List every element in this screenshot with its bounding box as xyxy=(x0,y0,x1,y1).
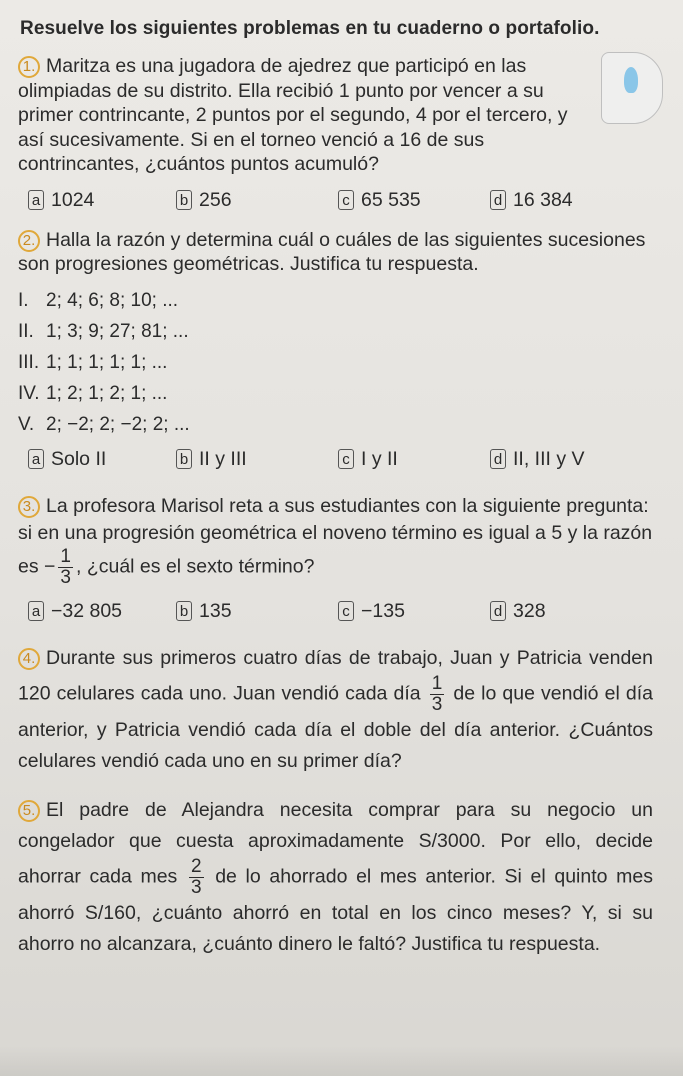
option-letter: c xyxy=(338,190,354,210)
option-d[interactable] xyxy=(490,600,546,623)
problem-text: La profesora Marisol reta a sus estudiantes con la siguiente pregunta: si en una progresión geométrica el noveno término es igual a 5 y la razón es xyxy=(18,494,653,578)
fraction: $\frac{1}{3}$ xyxy=(60,545,71,588)
problem-number: 5. xyxy=(18,800,40,822)
sequence-list xyxy=(18,285,653,440)
option-a[interactable] xyxy=(28,600,176,623)
option-text: −32 805 xyxy=(51,599,123,622)
fraction-sign: − xyxy=(44,555,56,578)
problem-text: El padre de Alejandra necesita comprar para su negocio un congelador que cuesta aproximadamente S/3000. Por ello, decide ahorrar cada mes xyxy=(18,798,653,888)
problem-3 xyxy=(18,493,653,588)
option-c[interactable] xyxy=(338,600,490,623)
option-text: 328 xyxy=(513,599,546,622)
option-letter: d xyxy=(490,190,506,210)
option-a[interactable] xyxy=(28,448,176,471)
page-shadow xyxy=(0,1046,683,1076)
option-b[interactable] xyxy=(176,189,338,212)
problem-2 xyxy=(18,228,653,277)
option-text: 65 535 xyxy=(361,188,421,211)
option-text: II, III y V xyxy=(513,447,585,470)
problem-text-end: de lo ahorrado el mes anterior. Si el quinto mes ahorró S/160, ¿cuánto ahorró en total en los cinco meses? Y, si su ahorro no alcanzara, ¿cuánto dinero le faltó? Justifica tu respuesta. xyxy=(18,865,653,955)
problem-text: Maritza es una jugadora de ajedrez que participó en las olimpiadas de su distrito. Ella recibió 1 punto por vencer a su primer contrincante, 2 puntos por el segundo, 4 por el tercero, y así sucesivamente. Si en el torneo venció a 16 de sus contrincantes, ¿cuántos puntos acumuló? xyxy=(18,55,568,175)
problem-number: 1. xyxy=(18,56,40,78)
problem-text-end: de lo que vendió el día anterior, y Patricia vendió cada día el doble del día anterior. ¿Cuántos celulares vendió cada uno en su primer día? xyxy=(18,682,653,772)
option-letter: a xyxy=(28,190,44,210)
option-text: 16 384 xyxy=(513,188,573,211)
option-text: 1024 xyxy=(51,188,95,211)
problem-number: 4. xyxy=(18,648,40,670)
problem-number: 2. xyxy=(18,230,40,252)
option-letter: b xyxy=(176,449,192,469)
problem-text: Halla la razón y determina cuál o cuáles de las siguientes sucesiones son progresiones geométricas. Justifica tu respuesta. xyxy=(18,228,646,275)
fraction: $\frac{2}{3}$ xyxy=(190,855,202,898)
option-b[interactable] xyxy=(176,448,338,471)
option-letter: c xyxy=(338,449,354,469)
fraction: $\frac{1}{3}$ xyxy=(431,672,443,715)
option-letter: b xyxy=(176,601,192,621)
option-c[interactable] xyxy=(338,448,490,471)
list-item: III. 1; 1; 1; 1; 1; ... xyxy=(18,351,168,373)
list-item: V. 2; −2; 2; −2; 2; ... xyxy=(18,413,190,435)
option-letter: a xyxy=(28,601,44,621)
option-text: 256 xyxy=(199,188,232,211)
option-text: Solo II xyxy=(51,447,107,470)
problem-5 xyxy=(18,795,653,960)
page-heading: Resuelve los siguientes problemas en tu cuaderno o portafolio. xyxy=(20,18,600,39)
list-item: IV. 1; 2; 1; 2; 1; ... xyxy=(18,382,168,404)
option-d[interactable] xyxy=(490,189,573,212)
option-text: II y III xyxy=(199,447,247,470)
list-item: II. 1; 3; 9; 27; 81; ... xyxy=(18,320,189,342)
answer-options xyxy=(28,448,653,471)
option-letter: d xyxy=(490,449,506,469)
option-a[interactable] xyxy=(28,189,176,212)
problem-number: 3. xyxy=(18,496,40,518)
option-b[interactable] xyxy=(176,600,338,623)
list-item: I. 2; 4; 6; 8; 10; ... xyxy=(18,289,179,311)
option-d[interactable] xyxy=(490,448,585,471)
option-letter: a xyxy=(28,449,44,469)
problem-4 xyxy=(18,643,653,777)
option-text: −135 xyxy=(361,599,405,622)
magnifier-icon xyxy=(601,52,663,124)
problem-1 xyxy=(18,54,653,177)
option-text: I y II xyxy=(361,447,398,470)
answer-options xyxy=(28,189,653,212)
answer-options xyxy=(28,600,653,623)
option-letter: d xyxy=(490,601,506,621)
option-c[interactable] xyxy=(338,189,490,212)
option-letter: b xyxy=(176,190,192,210)
option-text: 135 xyxy=(199,599,232,622)
option-letter: c xyxy=(338,601,354,621)
problem-text-end: , ¿cuál es el sexto término? xyxy=(76,555,315,578)
problem-text: Durante sus primeros cuatro días de trabajo, Juan y Patricia venden 120 celulares cada uno. Juan vendió cada día xyxy=(18,646,653,705)
